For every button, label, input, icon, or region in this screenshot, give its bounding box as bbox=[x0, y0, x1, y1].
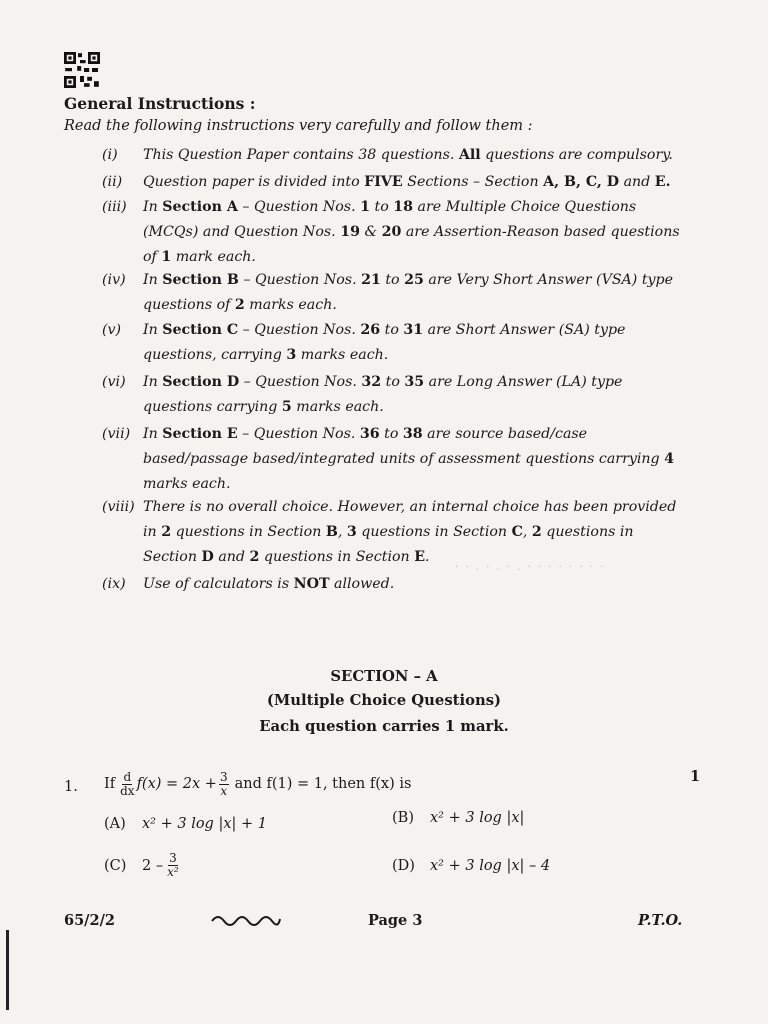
option-label: (A) bbox=[104, 816, 126, 832]
instruction-number: (viii) bbox=[102, 499, 135, 515]
instruction-item bbox=[64, 370, 694, 420]
instruction-text: There is no overall choice. However, an internal choice has been provided in 2 questions in Section B, 3 questions in Section C, 2 questions in Section D and 2 questions in Section E. bbox=[143, 499, 677, 565]
option-text: x² + 3 log |x| + 1 bbox=[142, 816, 267, 832]
instruction-text: In Section E – Question Nos. 36 to 38 are source based/case based/passage based/integrated units of assessment questions carrying 4 marks each. bbox=[143, 426, 675, 492]
option-label: (D) bbox=[392, 858, 415, 874]
instruction-item bbox=[64, 268, 694, 318]
instruction-number: (vi) bbox=[102, 374, 126, 390]
question-text bbox=[104, 764, 411, 804]
option-c bbox=[104, 852, 181, 879]
option-text: x² + 3 log |x| bbox=[430, 810, 525, 826]
option-text: x² + 3 log |x| – 4 bbox=[430, 858, 551, 874]
section-subtitle: (Multiple Choice Questions) bbox=[266, 692, 502, 709]
q-if: If bbox=[104, 776, 116, 792]
instruction-number: (iii) bbox=[102, 199, 127, 215]
instruction-item bbox=[64, 143, 694, 168]
instruction-item bbox=[64, 318, 694, 368]
section-note: Each question carries 1 mark. bbox=[259, 718, 509, 735]
derivative-fraction bbox=[120, 771, 134, 798]
scan-speck: · · . · . · . · · · · · · · · bbox=[455, 562, 606, 573]
instruction-text: In Section D – Question Nos. 32 to 35 are Long Answer (LA) type questions carrying 5 marks each. bbox=[143, 374, 623, 415]
frac-denominator: x² bbox=[167, 865, 179, 879]
option-label: (B) bbox=[392, 810, 414, 826]
instruction-number: (v) bbox=[102, 322, 122, 338]
instruction-text: Question paper is divided into FIVE Sections – Section A, B, C, D and E. bbox=[143, 174, 671, 190]
instruction-text: In Section C – Question Nos. 26 to 31 are Short Answer (SA) type questions, carrying 3 marks each. bbox=[143, 322, 626, 363]
frac-denominator: dx bbox=[120, 783, 135, 798]
instruction-text: In Section B – Question Nos. 21 to 25 are Very Short Answer (VSA) type questions of 2 marks each. bbox=[143, 272, 674, 313]
instruction-number: (ii) bbox=[102, 174, 123, 190]
binding-line bbox=[6, 930, 9, 1010]
instruction-item bbox=[64, 170, 694, 195]
instruction-text: This Question Paper contains 38 questions. All questions are compulsory. bbox=[143, 147, 673, 163]
instruction-number: (i) bbox=[102, 147, 118, 163]
instruction-item bbox=[64, 195, 694, 270]
instructions-lead: Read the following instructions very carefully and follow them : bbox=[64, 118, 533, 134]
option-text-pre: 2 – bbox=[142, 857, 164, 874]
option-c-fraction bbox=[167, 852, 179, 879]
pto-label: P.T.O. bbox=[638, 912, 683, 929]
qr-code-icon bbox=[64, 52, 100, 88]
three-over-x-fraction bbox=[219, 771, 229, 798]
paper-code: 65/2/2 bbox=[64, 912, 115, 929]
frac-numerator: 3 bbox=[219, 769, 228, 784]
general-instructions-heading: General Instructions : bbox=[64, 94, 256, 113]
frac-denominator: x bbox=[220, 783, 228, 798]
instruction-number: (vii) bbox=[102, 426, 131, 442]
instruction-item bbox=[64, 572, 694, 597]
frac-numerator: d bbox=[123, 769, 132, 784]
wave-ornament-icon bbox=[210, 910, 282, 928]
instruction-item bbox=[64, 495, 694, 570]
option-b bbox=[392, 810, 524, 826]
instruction-text: Use of calculators is NOT allowed. bbox=[143, 576, 395, 592]
option-a bbox=[104, 816, 267, 832]
section-title: SECTION – A bbox=[330, 668, 438, 685]
question-marks: 1 bbox=[690, 768, 701, 785]
instruction-text: In Section A – Question Nos. 1 to 18 are Multiple Choice Questions (MCQs) and Question Nos. 19 & 20 are Assertion-Reason based questions of 1 mark each. bbox=[143, 199, 680, 265]
q-expr2: and f(1) = 1, then f(x) is bbox=[234, 776, 412, 792]
instruction-number: (ix) bbox=[102, 576, 126, 592]
option-label: (C) bbox=[104, 857, 127, 874]
question-number: 1. bbox=[64, 779, 78, 795]
instruction-number: (iv) bbox=[102, 272, 126, 288]
option-d bbox=[392, 858, 550, 874]
frac-numerator: 3 bbox=[169, 851, 177, 865]
q-expr1: f(x) = 2x + bbox=[136, 776, 217, 792]
page-number: Page 3 bbox=[368, 912, 423, 929]
instruction-item bbox=[64, 422, 694, 497]
